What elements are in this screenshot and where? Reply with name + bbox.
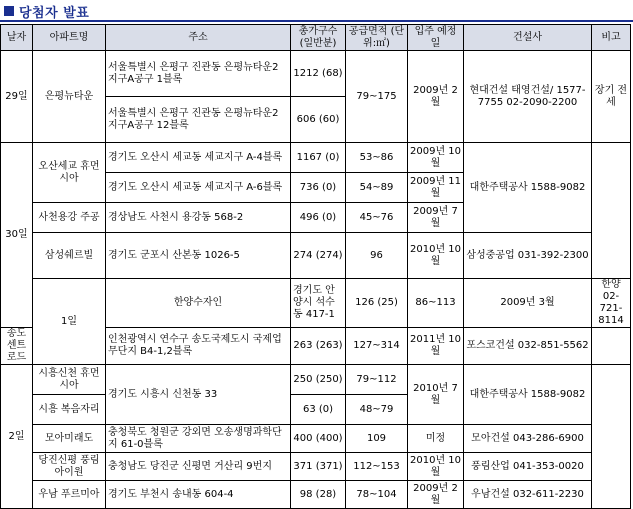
cell-apartment: 우남 푸르미아 bbox=[33, 481, 106, 509]
cell-apartment: 사천용강 주공 bbox=[33, 203, 106, 233]
cell-units: 400 (400) bbox=[291, 425, 346, 453]
col-header-builder: 건설사 bbox=[464, 25, 592, 51]
cell-address: 경기도 군포시 산본동 1026-5 bbox=[106, 233, 291, 279]
cell-units: 263 (263) bbox=[291, 328, 346, 365]
table-row bbox=[1, 143, 631, 173]
cell-builder: 현대건설 태영건설/ 1577-7755 02-2090-2200 bbox=[464, 51, 592, 143]
col-header-address: 주소 bbox=[106, 25, 291, 51]
cell-date: 2일 bbox=[1, 365, 33, 509]
cell-apartment: 한양수자인 bbox=[106, 279, 291, 328]
cell-units: 1212 (68) bbox=[291, 51, 346, 97]
table-row bbox=[1, 425, 631, 453]
cell-apartment: 은평뉴타운 bbox=[33, 51, 106, 143]
cell-apartment: 오산세교 휴먼시아 bbox=[33, 143, 106, 203]
cell-address: 경기도 시흥시 신천동 33 bbox=[106, 365, 291, 425]
cell-date: 29일 bbox=[1, 51, 33, 143]
cell-address: 서울특별시 은평구 진관동 은평뉴타운2지구A공구 1블록 bbox=[106, 51, 291, 97]
cell-area: 78~104 bbox=[346, 481, 408, 509]
col-header-note: 비고 bbox=[592, 25, 631, 51]
cell-builder: 대한주택공사 1588-9082 bbox=[464, 143, 592, 233]
table-row bbox=[1, 279, 631, 328]
cell-units: 736 (0) bbox=[291, 173, 346, 203]
cell-movein: 2009년 7월 bbox=[408, 203, 464, 233]
cell-apartment: 모아미래도 bbox=[33, 425, 106, 453]
col-header-apartment: 아파트명 bbox=[33, 25, 106, 51]
table-row bbox=[1, 365, 631, 395]
cell-builder: 모아건설 043-286-6900 bbox=[464, 425, 592, 453]
cell-area: 127~314 bbox=[346, 328, 408, 365]
cell-area: 109 bbox=[346, 425, 408, 453]
cell-area: 53~86 bbox=[346, 143, 408, 173]
cell-address: 경기도 안양시 석수동 417-1 bbox=[291, 279, 346, 328]
col-header-movein: 입주 예정일 bbox=[408, 25, 464, 51]
cell-units: 126 (25) bbox=[346, 279, 408, 328]
cell-area: 45~76 bbox=[346, 203, 408, 233]
cell-units: 250 (250) bbox=[291, 365, 346, 395]
cell-address: 경기도 부천시 송내동 604-4 bbox=[106, 481, 291, 509]
cell-builder: 삼성중공업 031-392-2300 bbox=[464, 233, 592, 279]
cell-apartment: 송도 센트로드 bbox=[1, 328, 33, 365]
col-header-date: 날자 bbox=[1, 25, 33, 51]
table-header-row bbox=[1, 25, 631, 51]
cell-builder: 포스코건설 032-851-5562 bbox=[464, 328, 592, 365]
cell-movein: 2009년 11월 bbox=[408, 173, 464, 203]
cell-area: 86~113 bbox=[408, 279, 464, 328]
cell-apartment: 당진신평 풍림아이원 bbox=[33, 453, 106, 481]
cell-movein: 2009년 3월 bbox=[464, 279, 592, 328]
cell-address: 충청북도 청원군 강외면 오송생명과학단지 61-0블록 bbox=[106, 425, 291, 453]
cell-units: 496 (0) bbox=[291, 203, 346, 233]
cell-units: 98 (28) bbox=[291, 481, 346, 509]
cell-units: 63 (0) bbox=[291, 395, 346, 425]
cell-area: 96 bbox=[346, 233, 408, 279]
cell-note: 장기 전세 bbox=[592, 51, 631, 143]
col-header-units: 총가구수 (일반분) bbox=[291, 25, 346, 51]
cell-area: 79~175 bbox=[346, 51, 408, 143]
cell-movein: 2011년 10월 bbox=[408, 328, 464, 365]
cell-address: 충청남도 당진군 신평면 거산리 9번지 bbox=[106, 453, 291, 481]
table-row bbox=[1, 453, 631, 481]
cell-address: 경기도 오산시 세교동 세교지구 A-4블록 bbox=[106, 143, 291, 173]
cell-note bbox=[592, 365, 631, 509]
cell-units: 371 (371) bbox=[291, 453, 346, 481]
cell-movein: 미정 bbox=[408, 425, 464, 453]
cell-movein: 2009년 2월 bbox=[408, 51, 464, 143]
cell-note bbox=[592, 143, 631, 279]
cell-movein: 2010년 7월 bbox=[408, 365, 464, 425]
cell-area: 112~153 bbox=[346, 453, 408, 481]
cell-apartment: 시흥신천 휴먼시아 bbox=[33, 365, 106, 395]
cell-units: 606 (60) bbox=[291, 97, 346, 143]
title-divider bbox=[0, 20, 633, 22]
cell-units: 274 (274) bbox=[291, 233, 346, 279]
cell-area: 79~112 bbox=[346, 365, 408, 395]
cell-movein: 2009년 2월 bbox=[408, 481, 464, 509]
cell-date: 1일 bbox=[33, 279, 106, 365]
cell-area: 48~79 bbox=[346, 395, 408, 425]
page-title: 당첨자 발표 bbox=[19, 5, 90, 21]
cell-movein: 2010년 10월 bbox=[408, 233, 464, 279]
cell-movein: 2010년 10월 bbox=[408, 453, 464, 481]
winners-table bbox=[0, 24, 631, 509]
cell-movein: 2009년 10월 bbox=[408, 143, 464, 173]
cell-address: 경상남도 사천시 용강동 568-2 bbox=[106, 203, 291, 233]
cell-apartment: 시흥 복음자리 bbox=[33, 395, 106, 425]
cell-area: 54~89 bbox=[346, 173, 408, 203]
cell-apartment: 삼성쉐르빌 bbox=[33, 233, 106, 279]
cell-builder: 한양 02-721-8114 bbox=[592, 279, 631, 328]
table-row bbox=[1, 481, 631, 509]
col-header-area: 공급면적 (단위:㎡) bbox=[346, 25, 408, 51]
cell-address: 인천광역시 연수구 송도국제도시 국제업무단지 B4-1,2블록 bbox=[106, 328, 291, 365]
cell-address: 경기도 오산시 세교동 세교지구 A-6블록 bbox=[106, 173, 291, 203]
cell-builder: 우남건설 032-611-2230 bbox=[464, 481, 592, 509]
table-row bbox=[1, 233, 631, 279]
cell-address: 서울특별시 은평구 진관동 은평뉴타운2지구A공구 12블록 bbox=[106, 97, 291, 143]
cell-builder: 풍림산업 041-353-0020 bbox=[464, 453, 592, 481]
cell-builder: 대한주택공사 1588-9082 bbox=[464, 365, 592, 425]
square-bullet-icon bbox=[4, 6, 14, 16]
cell-date: 30일 bbox=[1, 143, 33, 328]
cell-units: 1167 (0) bbox=[291, 143, 346, 173]
table-row bbox=[1, 51, 631, 97]
section-title bbox=[4, 2, 89, 20]
